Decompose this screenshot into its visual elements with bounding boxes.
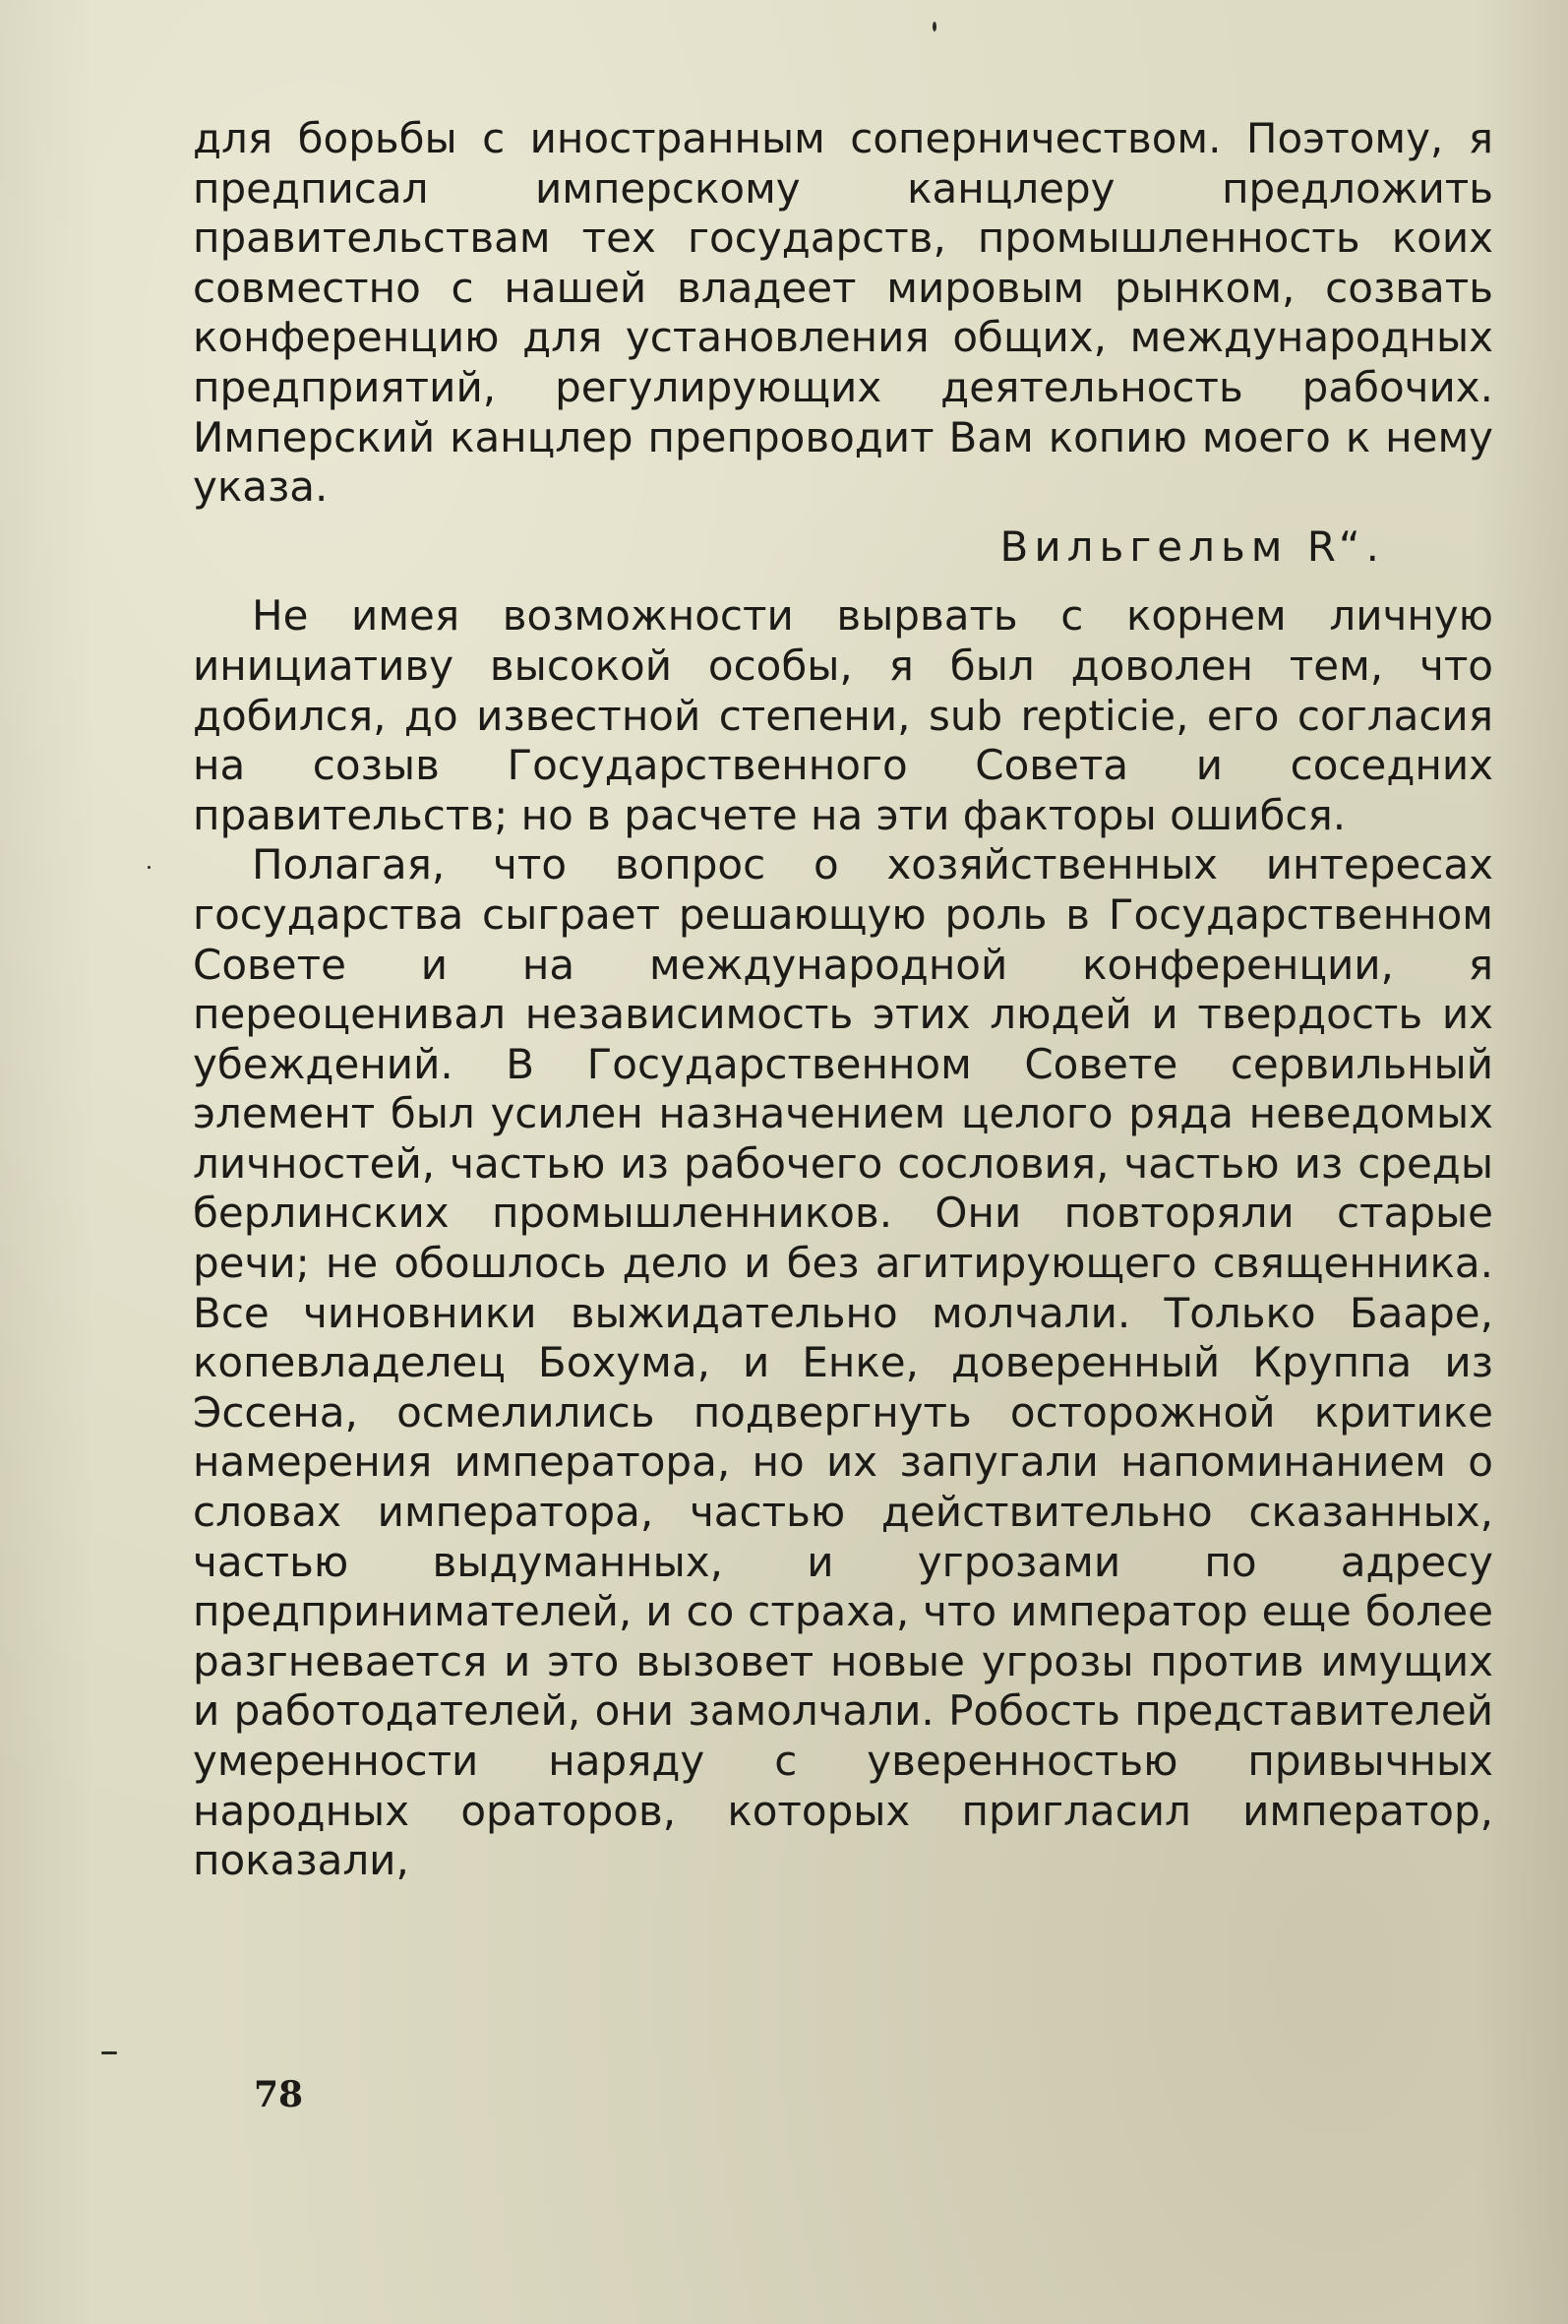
body-text bbox=[193, 114, 1493, 1886]
ink-speck bbox=[933, 22, 936, 31]
signature-wilhelm: Вильгельм R“. bbox=[999, 521, 1385, 571]
paragraph-initiative: Не имея возможности вырвать с корнем личную инициативу высокой особы, я был доволен тем, что добился, до известной степени, sub repticie, его согласия на созыв Государственного Совета и соседних правительств; но в расчете на эти факторы ошибся. bbox=[193, 591, 1493, 839]
page-number: 78 bbox=[254, 2074, 304, 2115]
ink-speck bbox=[148, 866, 151, 869]
paragraph-letter-continuation: для борьбы с иностранным соперничеством. Поэтому, я предписал имперскому канцлеру предложить правительствам тех государств, промышленность коих совместно с нашей владеет мировым рынком, созвать конференцию для установления общих, международных предприятий, регулирующих деятельность рабочих. Имперский канцлер препроводит Вам копию моего к нему указа. bbox=[193, 114, 1493, 512]
ink-speck bbox=[101, 2051, 117, 2054]
paragraph-state-council: Полагая, что вопрос о хозяйственных интересах государства сыграет решающую роль в Государственном Совете и на международной конференции, я переоценивал независимость этих людей и твердость их убеждений. В Государственном Совете сервильный элемент был усилен назначением целого ряда неведомых личностей, частью из рабочего сословия, частью из среды берлинских промышленников. Они повторяли старые речи; не обошлось дело и без агитирующего священника. Все чиновники выжидательно молчали. Только Бааре, копевладелец Бохума, и Енке, доверенный Круппа из Эссена, осмелились подвергнуть осторожной критике намерения императора, но их запугали напоминанием о словах императора, частью действительно сказанных, частью выдуманных, и угрозами по адресу предпринимателей, и со страха, что император еще более разгневается и это вызовет новые угрозы против имущих и работодателей, они замолчали. Робость представителей умеренности наряду с уверенностью привычных народных ораторов, которых пригласил император, показали, bbox=[193, 840, 1493, 1885]
